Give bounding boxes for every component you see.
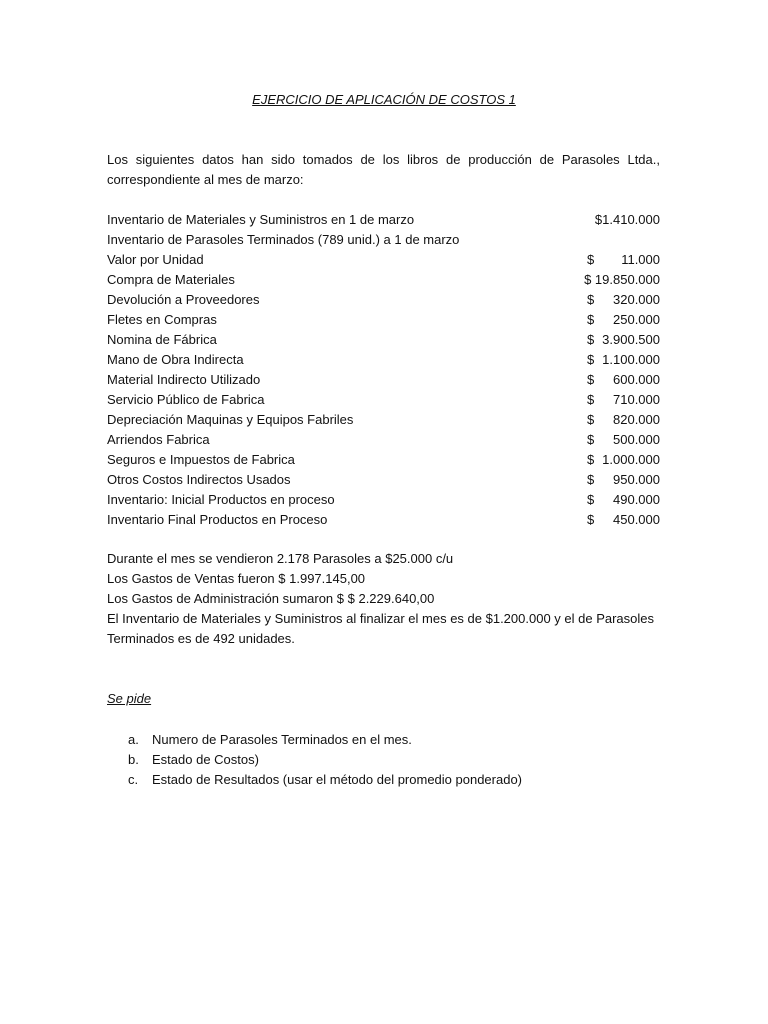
intro-line-2: correspondiente al mes de marzo: xyxy=(107,172,304,187)
cost-item-label: Inventario Final Productos en Proceso xyxy=(107,512,328,527)
cost-item xyxy=(107,330,660,350)
cost-item-label: Arriendos Fabrica xyxy=(107,432,210,447)
cost-item-currency: $ xyxy=(587,392,595,407)
cost-item-amount: $ 19.850.000 xyxy=(584,272,660,287)
notes-section xyxy=(107,549,660,649)
cost-items-list xyxy=(107,210,660,530)
cost-item xyxy=(107,450,660,470)
cost-item-currency: $ xyxy=(587,312,595,327)
task-marker: c. xyxy=(128,772,139,787)
cost-item-label: Devolución a Proveedores xyxy=(107,292,260,307)
task-marker: a. xyxy=(128,732,139,747)
cost-item-amount: 11.000 xyxy=(621,252,660,267)
cost-item xyxy=(107,270,660,290)
cost-item-currency: $ xyxy=(587,252,595,267)
cost-item-amount: 320.000 xyxy=(613,292,660,307)
cost-item xyxy=(107,370,660,390)
cost-item-currency: $ xyxy=(587,352,595,367)
cost-item-currency: $ xyxy=(587,472,595,487)
cost-item xyxy=(107,390,660,410)
cost-item xyxy=(107,490,660,510)
cost-item xyxy=(107,210,660,230)
cost-item-label: Nomina de Fábrica xyxy=(107,332,217,347)
se-pide-heading: Se pide xyxy=(107,691,152,706)
cost-item xyxy=(107,470,660,490)
cost-item-amount: 1.000.000 xyxy=(602,452,660,467)
cost-item xyxy=(107,230,660,250)
cost-item xyxy=(107,310,660,330)
cost-item xyxy=(107,510,660,530)
cost-item-amount: 250.000 xyxy=(613,312,660,327)
cost-item-label: Inventario: Inicial Productos en proceso xyxy=(107,492,335,507)
note-sales: Durante el mes se vendieron 2.178 Parasoles a $25.000 c/u xyxy=(107,551,454,566)
cost-item-currency: $ xyxy=(587,452,595,467)
cost-item xyxy=(107,350,660,370)
cost-item-label: Inventario de Parasoles Terminados (789 unid.) a 1 de marzo xyxy=(107,232,460,247)
task-text: Estado de Resultados (usar el método del promedio ponderado) xyxy=(152,772,523,787)
cost-item-amount: 950.000 xyxy=(613,472,660,487)
cost-item-currency: $ xyxy=(587,372,595,387)
cost-item-currency: $ xyxy=(587,412,595,427)
cost-item-label: Seguros e Impuestos de Fabrica xyxy=(107,452,295,467)
cost-item-amount: 1.100.000 xyxy=(602,352,660,367)
cost-item-label: Valor por Unidad xyxy=(107,252,204,267)
cost-item xyxy=(107,410,660,430)
task-list xyxy=(128,730,522,790)
cost-item xyxy=(107,290,660,310)
cost-item-amount: 820.000 xyxy=(613,412,660,427)
cost-item-label: Mano de Obra Indirecta xyxy=(107,352,244,367)
cost-item-amount: 600.000 xyxy=(613,372,660,387)
cost-item-currency: $ xyxy=(587,292,595,307)
cost-item-label: Otros Costos Indirectos Usados xyxy=(107,472,291,487)
task-item xyxy=(128,750,522,770)
cost-item-label: Depreciación Maquinas y Equipos Fabriles xyxy=(107,412,354,427)
cost-item-amount: 3.900.500 xyxy=(602,332,660,347)
cost-item-amount: $1.410.000 xyxy=(594,212,660,227)
task-item xyxy=(128,770,522,790)
cost-item-label: Material Indirecto Utilizado xyxy=(107,372,261,387)
document-title: EJERCICIO DE APLICACIÓN DE COSTOS 1 xyxy=(252,92,516,107)
cost-item-label: Fletes en Compras xyxy=(107,312,217,327)
cost-item xyxy=(107,250,660,270)
cost-item-amount: 490.000 xyxy=(613,492,660,507)
cost-item-amount: 710.000 xyxy=(613,392,660,407)
task-item xyxy=(128,730,522,750)
intro-line-1: Los siguientes datos han sido tomados de los libros de producción de Parasoles Ltda., xyxy=(107,152,660,167)
intro-paragraph xyxy=(107,150,660,190)
cost-item-currency: $ xyxy=(587,432,595,447)
task-marker: b. xyxy=(128,752,139,767)
cost-item-amount: 450.000 xyxy=(613,512,660,527)
cost-item-currency: $ xyxy=(587,332,595,347)
cost-item-currency: $ xyxy=(587,492,595,507)
cost-item-amount: 500.000 xyxy=(613,432,660,447)
cost-item xyxy=(107,430,660,450)
note-admin-expenses: Los Gastos de Administración sumaron $ $ 2.229.640,00 xyxy=(107,591,435,606)
task-text: Numero de Parasoles Terminados en el mes. xyxy=(152,732,412,747)
note-selling-expenses: Los Gastos de Ventas fueron $ 1.997.145,00 xyxy=(107,571,366,586)
cost-item-label: Servicio Público de Fabrica xyxy=(107,392,265,407)
cost-item-label: Inventario de Materiales y Suministros en 1 de marzo xyxy=(107,212,415,227)
note-final-inventory: El Inventario de Materiales y Suministros al finalizar el mes es de $1.200.000 y el de Parasoles Terminados es de 492 unidades. xyxy=(107,611,655,646)
cost-item-currency: $ xyxy=(587,512,595,527)
cost-item-label: Compra de Materiales xyxy=(107,272,235,287)
task-text: Estado de Costos) xyxy=(152,752,259,767)
